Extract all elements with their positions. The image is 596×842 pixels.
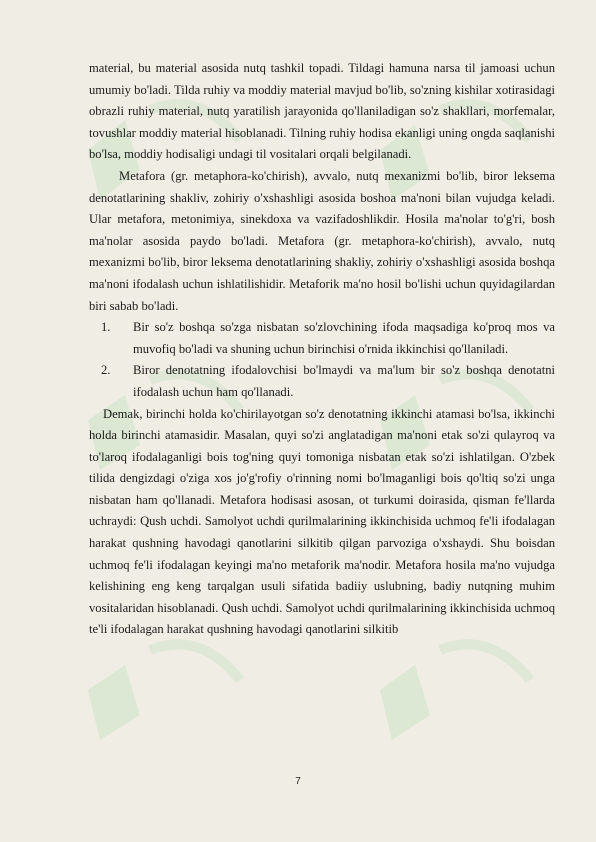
list-item-number: 1.	[101, 320, 111, 335]
list-item	[101, 317, 555, 360]
list-item-text: Biror denotatning ifodalovchisi bo'lmaydi va ma'lum bir so'z boshqa denotatni ifodalash uchun ham qo'llanadi.	[133, 363, 555, 399]
list-item	[101, 360, 555, 403]
list-item-text: Bir so'z boshqa so'zga nisbatan so'zlovchining ifoda maqsadiga ko'proq mos va muvofiq bo'ladi va shuning uchun birinchisi o'rnida ikkinchisi qo'llaniladi.	[133, 320, 555, 356]
document-body	[89, 58, 555, 641]
paragraph-1: material, bu material asosida nutq tashkil topadi. Tildagi hamuna narsa til jamoasi uchun umumiy bo'ladi. Tilda ruhiy va moddiy material mavjud bo'lib, so'zning kishilar xotirasidagi obrazli ruhiy material, nutq yaratilish jarayonida qo'llaniladigan so'z shakllari, morfemalar, tovushlar moddiy material hisoblanadi. Tilning ruhiy hodisa ekanligi uning ongda saqlanishi bo'lsa, moddiy hodisaligi undagi til vositalari orqali belgilanadi.	[89, 61, 555, 162]
list-item-number: 2.	[101, 363, 111, 378]
numbered-list	[89, 317, 555, 403]
paragraph-3: Demak, birinchi holda ko'chirilayotgan so'z denotatning ikkinchi atamasi bo'lsa, ikkinchi holda birinchi atamasidir. Masalan, quyi so'zi anglatadigan ma'noni etak so'zi qulayroq va to'laroq ifodalaganligi bois tog'ning quyi tomoniga nisbatan etak so'zi ishlatilgan. O'zbek tilida dengizdagi o'ziga xos jo'g'rofiy o'rinning nomi bo'lmaganligi bois qo'ltiq so'zi unga nisbatan ham qo'llanadi. Metafora hodisasi asosan, ot turkumi doirasida, qisman fe'llarda uchraydi: Qush uchdi. Samolyot uchdi qurilmalarining ikkinchisida uchmoq fe'li ifodalagan harakat qushning havodagi qanotlarini silkitib qilgan parvoziga o'xshaydi. Shu boisdan uchmoq fe'li ifodalagan keyingi ma'no metaforik ma'nodir. Metafora hosila ma'no vujudga kelishining eng keng tarqalgan usuli sifatida badiiy uslubning, badiy nutqning muhim vositalaridan hisoblanadi. Qush uchdi. Samolyot uchdi qurilmalarining ikkinchisida uchmoq te'li ifodalagan harakat qushning havodagi qanotlarini silkitib	[89, 406, 555, 637]
page-number: 7	[295, 776, 301, 787]
paragraph-2: Metafora (gr. metaphora-ko'chirish), avvalo, nutq mexanizmi bo'lib, biror leksema denotatlarining shakliv, zohiriy o'xshashligi asosida boshoa ma'noni bilan vujudga keladi. Ular metafora, metonimiya, sinekdoxa va vazifadoshlikdir. Hosila ma'nolar to'g'ri, bosh ma'nolar asosida paydo bo'ladi. Metafora (gr. metaphora-ko'chirish), avvalo, nutq mexanizmi bo'lib, biror leksema denotatlarining shakliy, zohiriy o'xshashligi asosida boshqa ma'noni ifodalash uchun ishlatilishidir. Metaforik ma'no hosil bo'lishi uchun quyidagilardan biri sabab bo'ladi.	[89, 168, 555, 313]
